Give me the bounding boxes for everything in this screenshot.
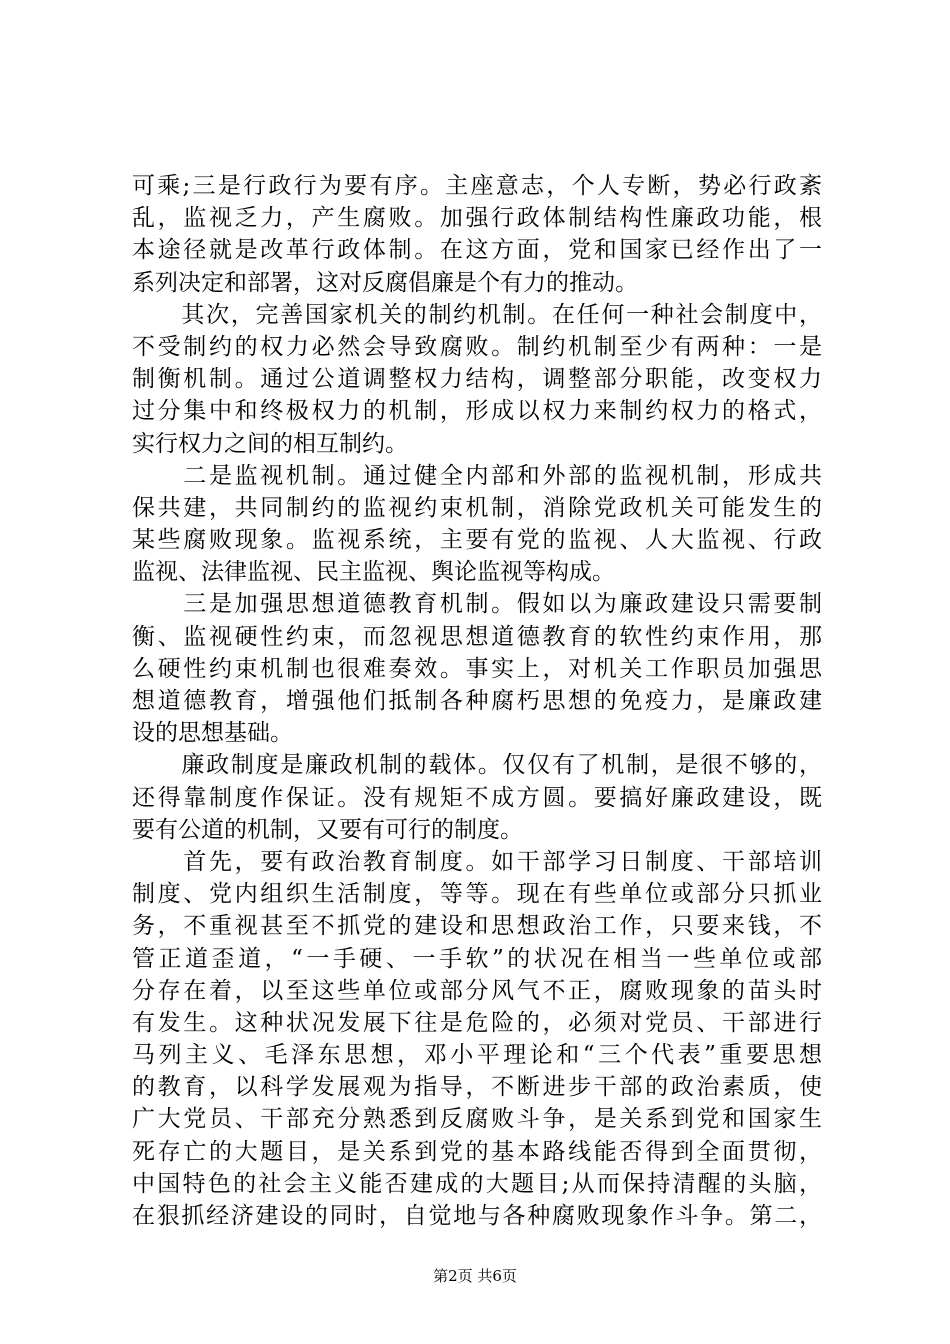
text-line: 想道德教育，增强他们抵制各种腐朽思想的免疫力，是廉政建 bbox=[132, 688, 822, 714]
body-text bbox=[132, 170, 822, 1232]
text-line: 某些腐败现象。监视系统，主要有党的监视、人大监视、行政 bbox=[132, 527, 822, 554]
text-line: 衡、监视硬性约束，而忽视思想道德教育的软性约束作用，那 bbox=[132, 623, 822, 650]
text-line: 系列决定和部署，这对反腐倡廉是个有力的推动。 bbox=[132, 269, 638, 296]
text-line: 廉政制度是廉政机制的载体。仅仅有了机制，是很不够的， bbox=[132, 752, 822, 779]
text-line: 广大党员、干部充分熟悉到反腐败斗争，是关系到党和国家生 bbox=[132, 1106, 822, 1133]
text-line: 二是监视机制。通过健全内部和外部的监视机制，形成共 bbox=[132, 462, 822, 489]
text-line: 在狠抓经济建设的同时，自觉地与各种腐败现象作斗争。第二， bbox=[132, 1203, 822, 1229]
text-line: 首先，要有政治教育制度。如干部学习日制度、干部培训 bbox=[132, 848, 822, 875]
text-line: 不受制约的权力必然会导致腐败。制约机制至少有两种：一是 bbox=[132, 333, 822, 360]
text-line: 可乘;三是行政行为要有序。主座意志，个人专断，势必行政紊 bbox=[132, 173, 822, 199]
text-line: 务，不重视甚至不抓党的建设和思想政治工作，只要来钱，不 bbox=[132, 913, 822, 940]
text-line: 还得靠制度作保证。没有规矩不成方圆。要搞好廉政建设，既 bbox=[132, 784, 822, 811]
text-line: 乱，监视乏力，产生腐败。加强行政体制结构性廉政功能，根 bbox=[132, 205, 822, 232]
text-line: 本途径就是改革行政体制。在这方面，党和国家已经作出了一 bbox=[132, 237, 822, 264]
text-line: 管正道歪道，“一手硬、一手软”的状况在相当一些单位或部 bbox=[132, 945, 822, 972]
text-line: 保共建，共同制约的监视约束机制，消除党政机关可能发生的 bbox=[132, 494, 822, 521]
text-line: 么硬性约束机制也很难奏效。事实上，对机关工作职员加强思 bbox=[132, 655, 822, 682]
text-line: 监视、法律监视、民主监视、舆论监视等构成。 bbox=[132, 559, 615, 586]
text-line: 马列主义、毛泽东思想，邓小平理论和“三个代表”重要思想 bbox=[132, 1042, 822, 1069]
text-line: 制度、党内组织生活制度，等等。现在有些单位或部分只抓业 bbox=[132, 881, 822, 908]
text-line: 制衡机制。通过公道调整权力结构，调整部分职能，改变权力 bbox=[132, 366, 822, 393]
text-line: 死存亡的大题目，是关系到党的基本路线能否得到全面贯彻， bbox=[132, 1138, 822, 1165]
page-footer: 第2页 共6页 bbox=[433, 1267, 517, 1285]
text-line: 要有公道的机制，又要有可行的制度。 bbox=[132, 816, 523, 843]
text-line: 分存在着，以至这些单位或部分风气不正，腐败现象的苗头时 bbox=[132, 977, 822, 1004]
text-line: 过分集中和终极权力的机制，形成以权力来制约权力的格式， bbox=[132, 398, 822, 425]
text-line: 中国特色的社会主义能否建成的大题目;从而保持清醒的头脑， bbox=[132, 1170, 822, 1197]
text-line: 实行权力之间的相互制约。 bbox=[132, 430, 408, 457]
text-line: 三是加强思想道德教育机制。假如以为廉政建设只需要制 bbox=[132, 591, 822, 618]
text-line: 其次，完善国家机关的制约机制。在任何一种社会制度中， bbox=[132, 301, 822, 328]
text-line: 设的思想基础。 bbox=[132, 720, 293, 747]
text-line: 有发生。这种状况发展下往是危险的，必须对党员、干部进行 bbox=[132, 1009, 822, 1036]
text-line: 的教育，以科学发展观为指导，不断进步干部的政治素质，使 bbox=[132, 1074, 822, 1101]
